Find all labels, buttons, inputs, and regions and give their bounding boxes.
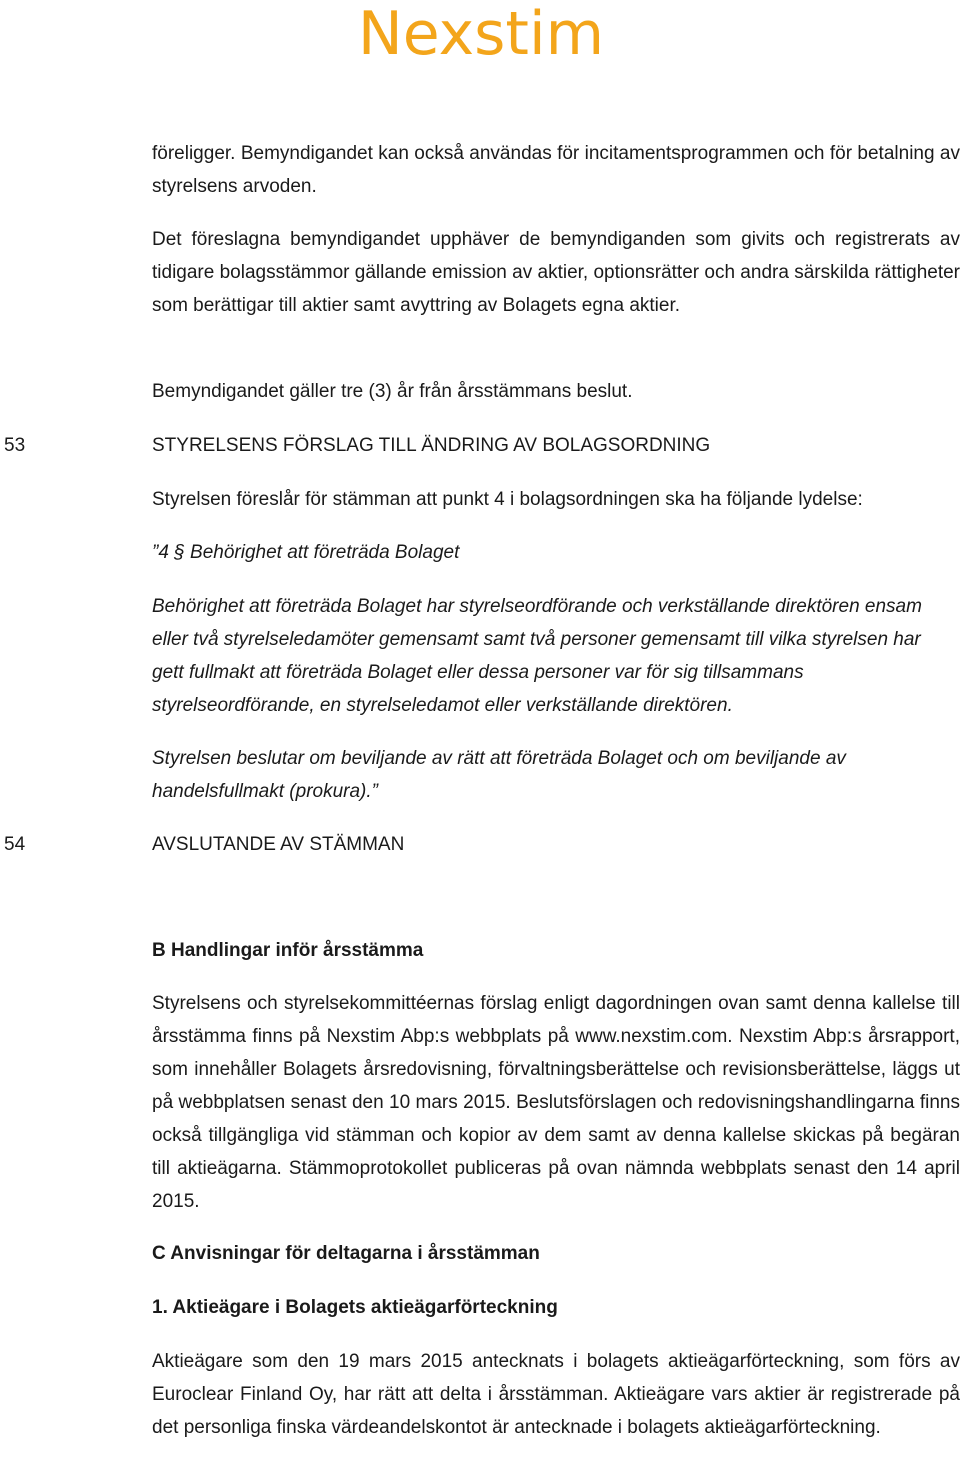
paragraph-authorization-revokes: Det föreslagna bemyndigandet upphäver de bemyndiganden som givits och registrerats av tidigare bolagsstämmor gällande emission av aktier, optionsrätter och andra särskilda rättigheter som berättigar till aktier samt avyttring av Bolagets egna aktier.: [152, 229, 960, 316]
logo-text: Nexstim: [357, 0, 605, 64]
section-c-heading: C Anvisningar för deltagarna i årsstämman: [152, 1243, 540, 1264]
section53-quote-paragraph-2: Styrelsen beslutar om beviljande av rätt att företräda Bolaget och om beviljande av handelsfullmakt (prokura).”: [152, 748, 846, 802]
section53-intro: Styrelsen föreslår för stämman att punkt 4 i bolagsordningen ska ha följande lydelse:: [152, 489, 863, 510]
paragraph-authorization-use: föreligger. Bemyndigandet kan också användas för incitamentsprogrammen och för betalning av styrelsens arvoden.: [152, 143, 960, 197]
section-c-paragraph-1: Aktieägare som den 19 mars 2015 antecknats i bolagets aktieägarförteckning, som förs av Euroclear Finland Oy, har rätt att delta i årsstämman. Aktieägare vars aktier är registrerade på det personliga finska värdeandelskontot är antecknade i bolagets aktieägarförteckning.: [152, 1351, 960, 1438]
section-b-body: Styrelsens och styrelsekommittéernas förslag enligt dagordningen ovan samt denna kallelse till årsstämma finns på Nexstim Abp:s webbplats på www.nexstim.com. Nexstim Abp:s årsrapport, som innehåller Bolagets årsredovisning, förvaltningsberättelse och revisionsberättelse, läggs ut på webbplatsen senast den 10 mars 2015. Beslutsförslagen och redovisningshandlingarna finns också tillgängliga vid stämman och kopior av dem samt av denna kallelse skickas på begäran till aktieägarna. Stämmoprotokollet publiceras på ovan nämnda webbplats senast den 14 april 2015.: [152, 993, 960, 1212]
section-number-54: 54: [4, 834, 26, 855]
section-title-53: STYRELSENS FÖRSLAG TILL ÄNDRING AV BOLAGSORDNING: [152, 435, 711, 456]
paragraph-authorization-validity: Bemyndigandet gäller tre (3) år från årsstämmans beslut.: [152, 381, 633, 402]
section53-quote-paragraph-1: Behörighet att företräda Bolaget har styrelseordförande och verkställande direktören ensam eller två styrelseledamöter gemensamt samt två personer gemensamt till vilka styrelsen har gett fullmakt att företräda Bolaget eller dessa personer var för sig tillsammans styrelseordförande, en styrelseledamot eller verkställande direktören.: [152, 596, 922, 716]
section-number-53: 53: [4, 435, 26, 456]
section-title-54: AVSLUTANDE AV STÄMMAN: [152, 834, 405, 855]
section53-quote-heading: ”4 § Behörighet att företräda Bolaget: [152, 542, 460, 563]
section-c-subheading-1: 1. Aktieägare i Bolagets aktieägarförteckning: [152, 1297, 558, 1318]
nexstim-logo: [316, 0, 646, 64]
section-b-heading: B Handlingar inför årsstämma: [152, 940, 424, 961]
